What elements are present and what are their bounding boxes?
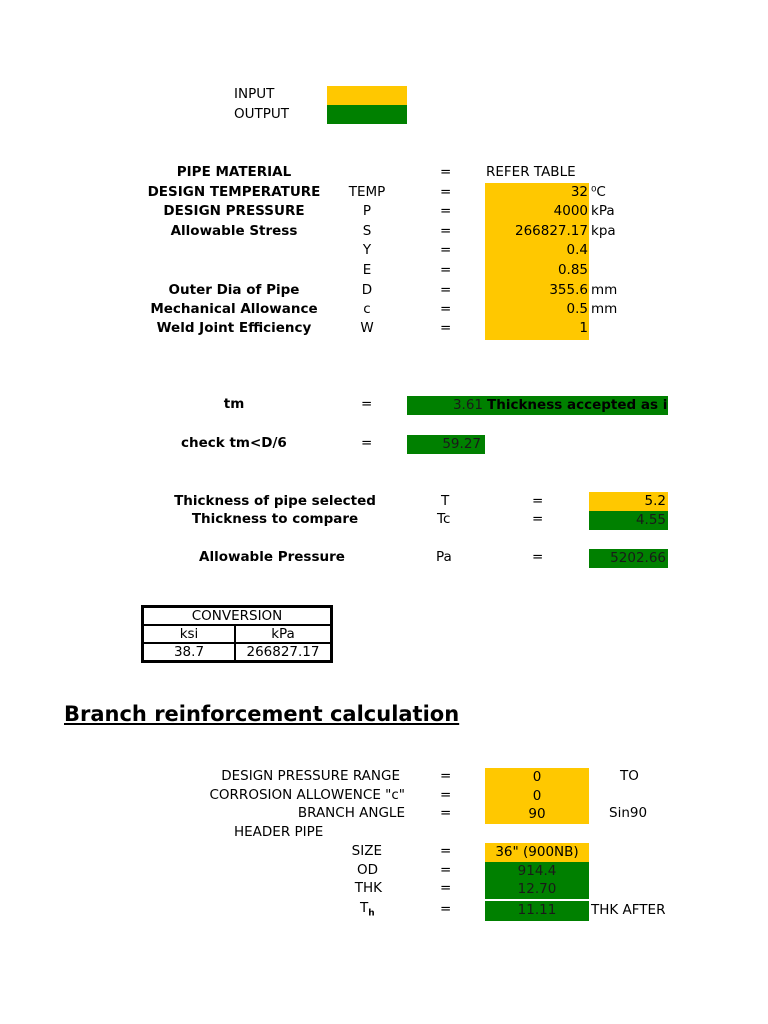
conversion-kpa-value: 266827.17	[235, 643, 332, 662]
allowable-pressure-equals: =	[532, 549, 544, 565]
branch-angle-note: Sin90	[609, 805, 648, 821]
od-label: OD	[356, 862, 378, 878]
pipe-row-equals: =	[440, 301, 452, 317]
od-equals: =	[440, 862, 452, 878]
pipe-row-label: PIPE MATERIAL	[176, 164, 292, 180]
pipe-row-label: DESIGN PRESSURE	[163, 203, 305, 219]
conversion-col-ksi: ksi	[143, 625, 236, 643]
pressure-range-note: TO	[620, 768, 639, 784]
thickness-compare-value: 4.55	[589, 511, 668, 530]
pipe-row-symbol: S	[362, 223, 372, 239]
th-label-sub: h	[368, 908, 375, 919]
corrosion-equals: =	[440, 787, 452, 803]
thk-equals: =	[440, 880, 452, 896]
allowable-pressure-value: 5202.66	[589, 549, 668, 568]
allowable-pressure-symbol: Pa	[436, 549, 452, 565]
header-pipe-label: HEADER PIPE	[234, 824, 324, 840]
corrosion-value[interactable]: 0	[485, 787, 589, 806]
check-equals: =	[361, 435, 373, 451]
pipe-row-equals: =	[440, 203, 452, 219]
check-value: 59.27	[407, 435, 485, 454]
conversion-title: CONVERSION	[143, 607, 332, 626]
pipe-row-label: Allowable Stress	[170, 223, 298, 239]
pipe-row-equals: =	[440, 282, 452, 298]
size-label: SIZE	[351, 843, 382, 859]
pipe-row-symbol: W	[360, 320, 374, 336]
tm-label: tm	[223, 396, 245, 412]
pipe-row-equals: =	[440, 223, 452, 239]
conversion-ksi-value: 38.7	[143, 643, 236, 662]
tm-value: 3.61	[452, 397, 483, 413]
tm-note: Thickness accepted as i	[487, 397, 668, 413]
allowable-pressure-label: Allowable Pressure	[199, 549, 345, 565]
pipe-row-unit: ⁰C	[591, 184, 606, 200]
pressure-range-value[interactable]: 0	[485, 768, 589, 787]
pipe-row-value[interactable]: 32	[485, 183, 589, 202]
thickness-compare-label: Thickness to compare	[191, 511, 359, 527]
legend-output-label: OUTPUT	[234, 106, 290, 122]
legend-input-label: INPUT	[234, 86, 275, 102]
thickness-selected-value[interactable]: 5.2	[589, 492, 668, 511]
thickness-selected-equals: =	[532, 493, 544, 509]
th-label	[360, 899, 375, 924]
pipe-row-unit: mm	[591, 282, 618, 298]
pipe-row-label: Weld Joint Efficiency	[156, 320, 312, 336]
thickness-selected-symbol: T	[441, 493, 450, 509]
th-value: 11.11	[485, 901, 589, 921]
corrosion-label: CORROSION ALLOWENCE "c"	[209, 787, 405, 803]
pipe-row-value[interactable]: 1	[485, 319, 589, 340]
od-value: 914.4	[485, 862, 589, 881]
pipe-row-value[interactable]: 0.5	[485, 300, 589, 319]
pipe-row-value[interactable]: 355.6	[485, 281, 589, 300]
pipe-row-label: Outer Dia of Pipe	[168, 282, 300, 298]
pipe-row-equals: =	[440, 184, 452, 200]
pipe-row-symbol: E	[362, 262, 372, 278]
pipe-row-symbol: c	[363, 301, 371, 317]
branch-angle-equals: =	[440, 805, 452, 821]
pipe-row-equals: =	[440, 320, 452, 336]
pipe-row-equals: =	[440, 164, 452, 180]
pipe-row-symbol: D	[361, 282, 373, 298]
pipe-row-label: Mechanical Allowance	[150, 301, 318, 317]
thickness-selected-label: Thickness of pipe selected	[174, 493, 376, 509]
th-note: THK AFTER	[591, 902, 666, 918]
conversion-col-kpa: kPa	[235, 625, 332, 643]
thk-value: 12.70	[485, 880, 589, 899]
pipe-row-value[interactable]: 266827.17	[485, 222, 589, 241]
th-equals: =	[440, 901, 452, 917]
conversion-table	[141, 605, 333, 663]
branch-angle-label: BRANCH ANGLE	[297, 805, 405, 821]
pipe-row-value[interactable]: 0.4	[485, 241, 589, 261]
pipe-row-label: DESIGN TEMPERATURE	[147, 184, 321, 200]
tm-equals: =	[361, 396, 373, 412]
pipe-row-symbol: P	[362, 203, 372, 219]
check-label: check tm<D/6	[181, 435, 287, 451]
pipe-row-symbol: Y	[362, 242, 372, 258]
th-label-main: T	[360, 900, 369, 916]
thickness-compare-symbol: Tc	[437, 511, 451, 527]
pipe-row-value[interactable]: 0.85	[485, 261, 589, 281]
pipe-material-value: REFER TABLE	[486, 164, 576, 180]
pipe-row-unit: mm	[591, 301, 618, 317]
branch-heading: Branch reinforcement calculation	[64, 702, 460, 726]
thk-label: THK	[354, 880, 382, 896]
branch-angle-value[interactable]: 90	[485, 805, 589, 824]
legend-input-swatch	[327, 86, 407, 105]
size-equals: =	[440, 843, 452, 859]
pipe-row-value[interactable]: 4000	[485, 202, 589, 222]
pipe-row-equals: =	[440, 242, 452, 258]
pipe-row-symbol: TEMP	[348, 184, 386, 200]
legend-output-swatch	[327, 105, 407, 124]
pipe-row-equals: =	[440, 262, 452, 278]
pipe-row-unit: kPa	[591, 203, 615, 219]
pipe-row-unit: kpa	[591, 223, 616, 239]
tm-output-cell	[407, 396, 668, 415]
pressure-range-equals: =	[440, 768, 452, 784]
size-value[interactable]: 36" (900NB)	[485, 843, 589, 862]
thickness-compare-equals: =	[532, 511, 544, 527]
pressure-range-label: DESIGN PRESSURE RANGE	[221, 768, 400, 784]
